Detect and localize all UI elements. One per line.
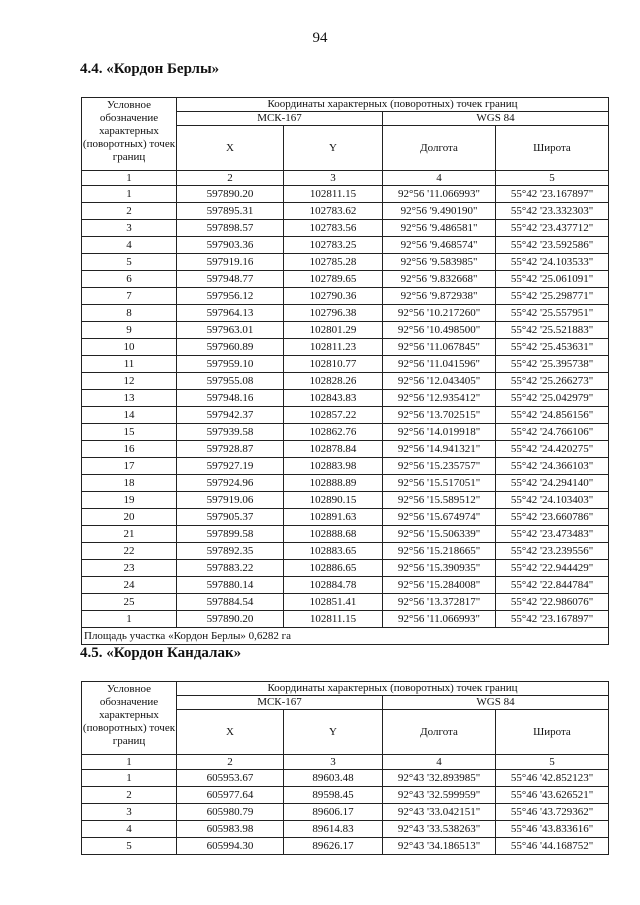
latitude-cell: 55°42 '23.437712" [496,220,609,237]
latitude-cell: 55°42 '23.660786" [496,509,609,526]
longitude-cell: 92°56 '11.066993" [383,611,496,628]
y-cell: 102789.65 [284,271,383,288]
x-cell: 597939.58 [177,424,284,441]
y-cell: 102810.77 [284,356,383,373]
latitude-cell: 55°42 '23.239556" [496,543,609,560]
table-row [82,288,609,305]
table-row [82,424,609,441]
table-row [82,237,609,254]
table-row [82,356,609,373]
longitude-cell: 92°56 '15.218665" [383,543,496,560]
point-number-cell: 1 [82,186,177,203]
point-number-cell: 17 [82,458,177,475]
x-cell: 605994.30 [177,838,284,855]
longitude-cell: 92°56 '9.486581" [383,220,496,237]
msk-header: МСК-167 [177,112,383,126]
x-cell: 605983.98 [177,821,284,838]
y-header: Y [284,126,383,171]
longitude-cell: 92°56 '10.498500" [383,322,496,339]
longitude-cell: 92°56 '9.583985" [383,254,496,271]
y-cell: 102796.38 [284,305,383,322]
x-cell: 597948.16 [177,390,284,407]
y-cell: 102878.84 [284,441,383,458]
latitude-cell: 55°42 '25.453631" [496,339,609,356]
longitude-header: Долгота [383,126,496,171]
longitude-cell: 92°56 '11.067845" [383,339,496,356]
x-cell: 597884.54 [177,594,284,611]
longitude-cell: 92°56 '11.041596" [383,356,496,373]
y-cell: 102883.65 [284,543,383,560]
latitude-cell: 55°42 '24.856156" [496,407,609,424]
y-cell: 102888.89 [284,475,383,492]
longitude-cell: 92°43 '33.042151" [383,804,496,821]
latitude-cell: 55°46 '42.852123" [496,770,609,787]
longitude-cell: 92°56 '15.506339" [383,526,496,543]
table-row [82,787,609,804]
table-row [82,821,609,838]
point-number-cell: 10 [82,339,177,356]
x-cell: 597948.77 [177,271,284,288]
table-row [82,770,609,787]
table-row [82,560,609,577]
x-cell: 597898.57 [177,220,284,237]
column-number: 5 [496,171,609,186]
point-number-cell: 15 [82,424,177,441]
x-cell: 605977.64 [177,787,284,804]
table-row [82,339,609,356]
table-row [82,203,609,220]
longitude-cell: 92°56 '14.019918" [383,424,496,441]
point-number-cell: 22 [82,543,177,560]
column-number: 3 [284,755,383,770]
point-number-cell: 7 [82,288,177,305]
longitude-cell: 92°56 '15.674974" [383,509,496,526]
table-row [82,322,609,339]
x-cell: 597903.36 [177,237,284,254]
longitude-cell: 92°56 '9.490190" [383,203,496,220]
point-number-cell: 5 [82,254,177,271]
y-cell: 102811.15 [284,186,383,203]
point-number-cell: 14 [82,407,177,424]
latitude-cell: 55°42 '23.473483" [496,526,609,543]
point-number-cell: 23 [82,560,177,577]
x-cell: 597956.12 [177,288,284,305]
y-cell: 102828.26 [284,373,383,390]
longitude-cell: 92°56 '12.935412" [383,390,496,407]
section-title-kordon-berly: 4.4. «Кордон Берлы» [80,61,220,77]
x-cell: 597927.19 [177,458,284,475]
table-row [82,254,609,271]
coords-title-header: Координаты характерных (поворотных) точек границ [177,98,609,112]
y-cell: 102857.22 [284,407,383,424]
latitude-cell: 55°42 '22.844784" [496,577,609,594]
coords-title-header: Координаты характерных (поворотных) точек границ [177,682,609,696]
y-cell: 102785.28 [284,254,383,271]
y-cell: 102783.56 [284,220,383,237]
y-cell: 102783.25 [284,237,383,254]
longitude-cell: 92°56 '15.517051" [383,475,496,492]
latitude-cell: 55°42 '23.592586" [496,237,609,254]
x-cell: 597960.89 [177,339,284,356]
latitude-cell: 55°42 '24.103533" [496,254,609,271]
section-title-kordon-kandalak: 4.5. «Кордон Кандалак» [80,645,242,661]
table-row [82,475,609,492]
x-header: X [177,710,284,755]
table-row [82,220,609,237]
longitude-cell: 92°56 '10.217260" [383,305,496,322]
point-number-cell: 25 [82,594,177,611]
table-row [82,373,609,390]
column-number: 2 [177,171,284,186]
y-cell: 102884.78 [284,577,383,594]
y-cell: 102862.76 [284,424,383,441]
x-cell: 597895.31 [177,203,284,220]
longitude-cell: 92°56 '12.043405" [383,373,496,390]
point-number-cell: 2 [82,203,177,220]
column-number: 2 [177,755,284,770]
x-cell: 597919.16 [177,254,284,271]
longitude-cell: 92°56 '9.832668" [383,271,496,288]
y-cell: 102783.62 [284,203,383,220]
latitude-cell: 55°42 '23.332303" [496,203,609,220]
y-cell: 89626.17 [284,838,383,855]
x-cell: 597964.13 [177,305,284,322]
table-row [82,305,609,322]
table-row [82,492,609,509]
y-cell: 102843.83 [284,390,383,407]
point-number-cell: 13 [82,390,177,407]
table-row [82,526,609,543]
longitude-cell: 92°43 '32.893985" [383,770,496,787]
y-cell: 102811.23 [284,339,383,356]
latitude-cell: 55°42 '25.061091" [496,271,609,288]
longitude-cell: 92°56 '14.941321" [383,441,496,458]
point-number-cell: 5 [82,838,177,855]
point-number-cell: 4 [82,821,177,838]
y-cell: 102801.29 [284,322,383,339]
y-cell: 102851.41 [284,594,383,611]
x-cell: 597924.96 [177,475,284,492]
longitude-cell: 92°43 '32.599959" [383,787,496,804]
x-cell: 597899.58 [177,526,284,543]
y-cell: 102886.65 [284,560,383,577]
point-number-cell: 20 [82,509,177,526]
longitude-cell: 92°56 '15.589512" [383,492,496,509]
longitude-cell: 92°56 '15.284008" [383,577,496,594]
y-cell: 102890.15 [284,492,383,509]
page-number: 94 [312,30,328,46]
x-cell: 597955.08 [177,373,284,390]
longitude-cell: 92°56 '9.872938" [383,288,496,305]
table-row [82,509,609,526]
column-number: 1 [82,171,177,186]
latitude-cell: 55°42 '25.557951" [496,305,609,322]
x-cell: 597928.87 [177,441,284,458]
point-number-cell: 1 [82,770,177,787]
y-cell: 102888.68 [284,526,383,543]
latitude-cell: 55°46 '43.729362" [496,804,609,821]
longitude-cell: 92°43 '34.186513" [383,838,496,855]
point-number-cell: 11 [82,356,177,373]
table-row [82,543,609,560]
area-summary: Площадь участка «Кордон Берлы» 0,6282 га [82,628,609,645]
latitude-cell: 55°42 '25.395738" [496,356,609,373]
x-cell: 597890.20 [177,186,284,203]
longitude-cell: 92°56 '15.390935" [383,560,496,577]
point-number-cell: 4 [82,237,177,254]
longitude-cell: 92°56 '13.372817" [383,594,496,611]
column-number: 1 [82,755,177,770]
point-number-cell: 12 [82,373,177,390]
coordinates-table-kordon-berly [81,97,609,645]
point-number-cell: 18 [82,475,177,492]
x-cell: 597959.10 [177,356,284,373]
longitude-cell: 92°56 '9.468574" [383,237,496,254]
longitude-cell: 92°56 '11.066993" [383,186,496,203]
latitude-cell: 55°42 '23.167897" [496,611,609,628]
latitude-cell: 55°42 '23.167897" [496,186,609,203]
x-cell: 605980.79 [177,804,284,821]
table-row [82,441,609,458]
column-number: 5 [496,755,609,770]
y-cell: 89598.45 [284,787,383,804]
x-cell: 597905.37 [177,509,284,526]
y-cell: 89606.17 [284,804,383,821]
column-number: 4 [383,755,496,770]
x-cell: 597942.37 [177,407,284,424]
table-row [82,804,609,821]
y-cell: 102811.15 [284,611,383,628]
point-number-cell: 2 [82,787,177,804]
wgs-header: WGS 84 [383,112,609,126]
x-cell: 605953.67 [177,770,284,787]
x-cell: 597880.14 [177,577,284,594]
table-row [82,271,609,288]
latitude-cell: 55°42 '25.298771" [496,288,609,305]
table-row [82,458,609,475]
wgs-header: WGS 84 [383,696,609,710]
point-number-cell: 3 [82,804,177,821]
latitude-cell: 55°46 '44.168752" [496,838,609,855]
latitude-cell: 55°42 '25.521883" [496,322,609,339]
table-row [82,838,609,855]
table-row [82,407,609,424]
table-row [82,186,609,203]
latitude-cell: 55°46 '43.833616" [496,821,609,838]
point-number-cell: 24 [82,577,177,594]
column-number: 3 [284,171,383,186]
latitude-cell: 55°42 '24.366103" [496,458,609,475]
latitude-cell: 55°42 '25.042979" [496,390,609,407]
latitude-cell: 55°46 '43.626521" [496,787,609,804]
latitude-cell: 55°42 '25.266273" [496,373,609,390]
table-row [82,611,609,628]
x-cell: 597919.06 [177,492,284,509]
x-cell: 597890.20 [177,611,284,628]
y-cell: 89614.83 [284,821,383,838]
column-number-row [82,171,609,186]
point-number-cell: 9 [82,322,177,339]
point-label-header: Условное обозначение характерных (поворотных) точек границ [82,98,177,171]
point-number-cell: 3 [82,220,177,237]
x-cell: 597883.22 [177,560,284,577]
y-cell: 102891.63 [284,509,383,526]
table-row [82,594,609,611]
x-header: X [177,126,284,171]
point-label-header: Условное обозначение характерных (поворотных) точек границ [82,682,177,755]
latitude-cell: 55°42 '22.944429" [496,560,609,577]
point-number-cell: 8 [82,305,177,322]
longitude-cell: 92°56 '15.235757" [383,458,496,475]
y-cell: 102883.98 [284,458,383,475]
latitude-cell: 55°42 '24.766106" [496,424,609,441]
y-cell: 102790.36 [284,288,383,305]
point-number-cell: 16 [82,441,177,458]
latitude-cell: 55°42 '24.103403" [496,492,609,509]
latitude-header: Широта [496,126,609,171]
msk-header: МСК-167 [177,696,383,710]
longitude-header: Долгота [383,710,496,755]
latitude-header: Широта [496,710,609,755]
latitude-cell: 55°42 '22.986076" [496,594,609,611]
column-number-row [82,755,609,770]
coordinates-table-kordon-kandalak [81,681,609,855]
table-row [82,390,609,407]
area-row [82,628,609,645]
y-header: Y [284,710,383,755]
column-number: 4 [383,171,496,186]
point-number-cell: 1 [82,611,177,628]
point-number-cell: 6 [82,271,177,288]
latitude-cell: 55°42 '24.294140" [496,475,609,492]
point-number-cell: 21 [82,526,177,543]
x-cell: 597892.35 [177,543,284,560]
table-row [82,577,609,594]
longitude-cell: 92°56 '13.702515" [383,407,496,424]
point-number-cell: 19 [82,492,177,509]
longitude-cell: 92°43 '33.538263" [383,821,496,838]
x-cell: 597963.01 [177,322,284,339]
latitude-cell: 55°42 '24.420275" [496,441,609,458]
y-cell: 89603.48 [284,770,383,787]
